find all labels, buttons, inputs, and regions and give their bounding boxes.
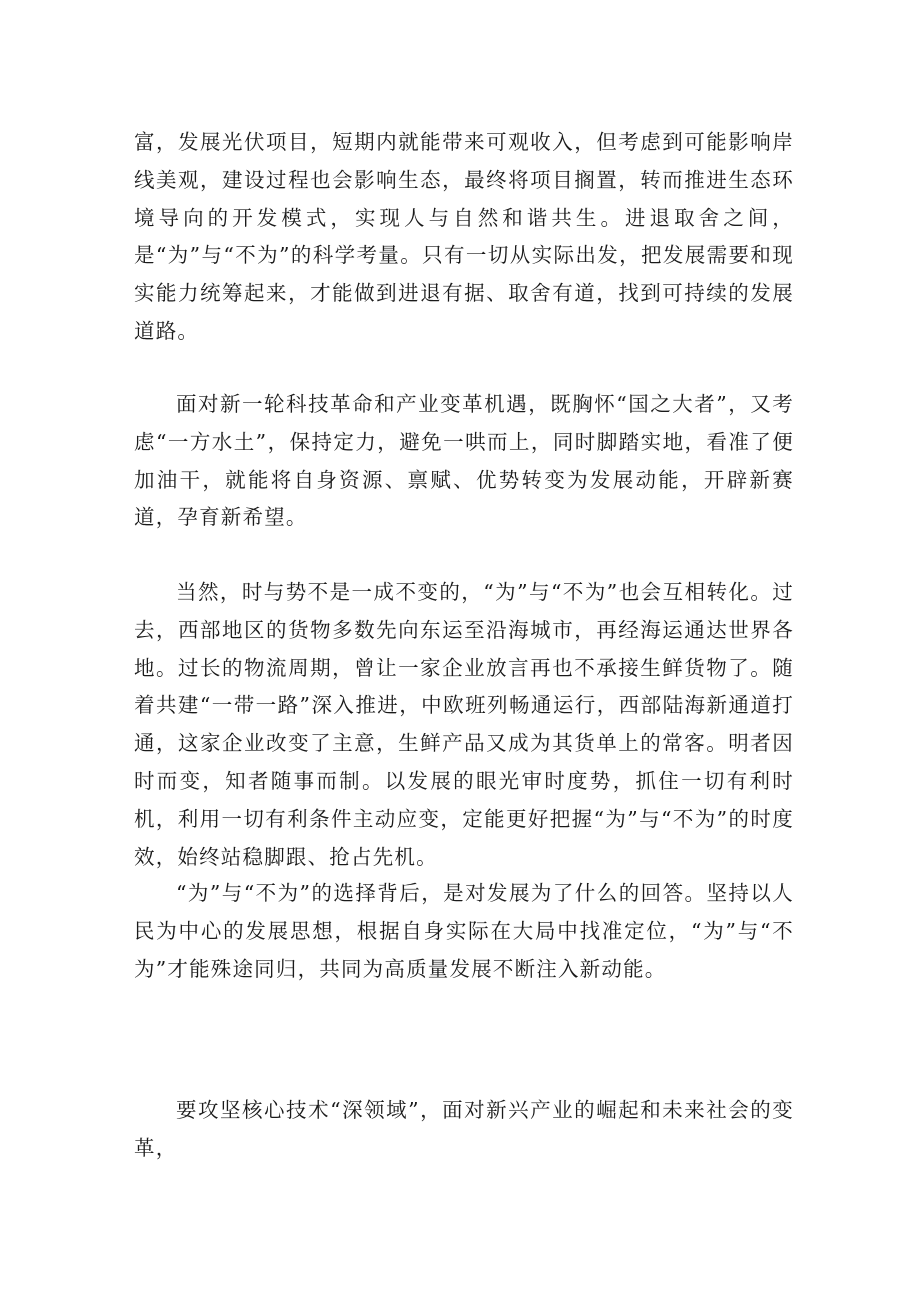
paragraph-core-technology: 要攻坚核心技术“深领域”，面对新兴产业的崛起和未来社会的变革， (134, 1098, 794, 1160)
paragraph-tech-revolution: 面对新一轮科技革命和产业变革机遇，既胸怀“国之大者”，又考虑“一方水土”，保持定力，避免一哄而上，同时脚踏实地，看准了便加油干，就能将自身资源、禀赋、优势转变为发展动能，开辟新赛道，孕育新希望。 (134, 392, 794, 530)
paragraph-time-and-trend: 当然，时与势不是一成不变的，“为”与“不为”也会互相转化。过去，西部地区的货物多数先向东运至沿海城市，再经海运通达世界各地。过长的物流周期，曾让一家企业放言再也不承接生鲜货物了。随着共建“一带一路”深入推进，中欧班列畅通运行，西部陆海新通道打通，这家企业改变了主意，生鲜产品又成为其货单上的常客。明者因时而变，知者随事而制。以发展的眼光审时度势，抓住一切有利时机，利用一切有利条件主动应变，定能更好把握“为”与“不为”的时度效，始终站稳脚跟、抢占先机。 (134, 580, 794, 869)
paragraph-continuation: 富，发展光伏项目，短期内就能带来可观收入，但考虑到可能影响岸线美观，建设过程也会影响生态，最终将项目搁置，转而推进生态环境导向的开发模式，实现人与自然和谐共生。进退取舍之间，是“为”与“不为”的科学考量。只有一切从实际出发，把发展需要和现实能力统筹起来，才能做到进退有据、取舍有道，找到可持续的发展道路。 (134, 130, 794, 343)
paragraph-choice-behind: “为”与“不为”的选择背后，是对发展为了什么的回答。坚持以人民为中心的发展思想，根据自身实际在大局中找准定位，“为”与“不为”才能殊途同归，共同为高质量发展不断注入新动能。 (134, 881, 794, 981)
